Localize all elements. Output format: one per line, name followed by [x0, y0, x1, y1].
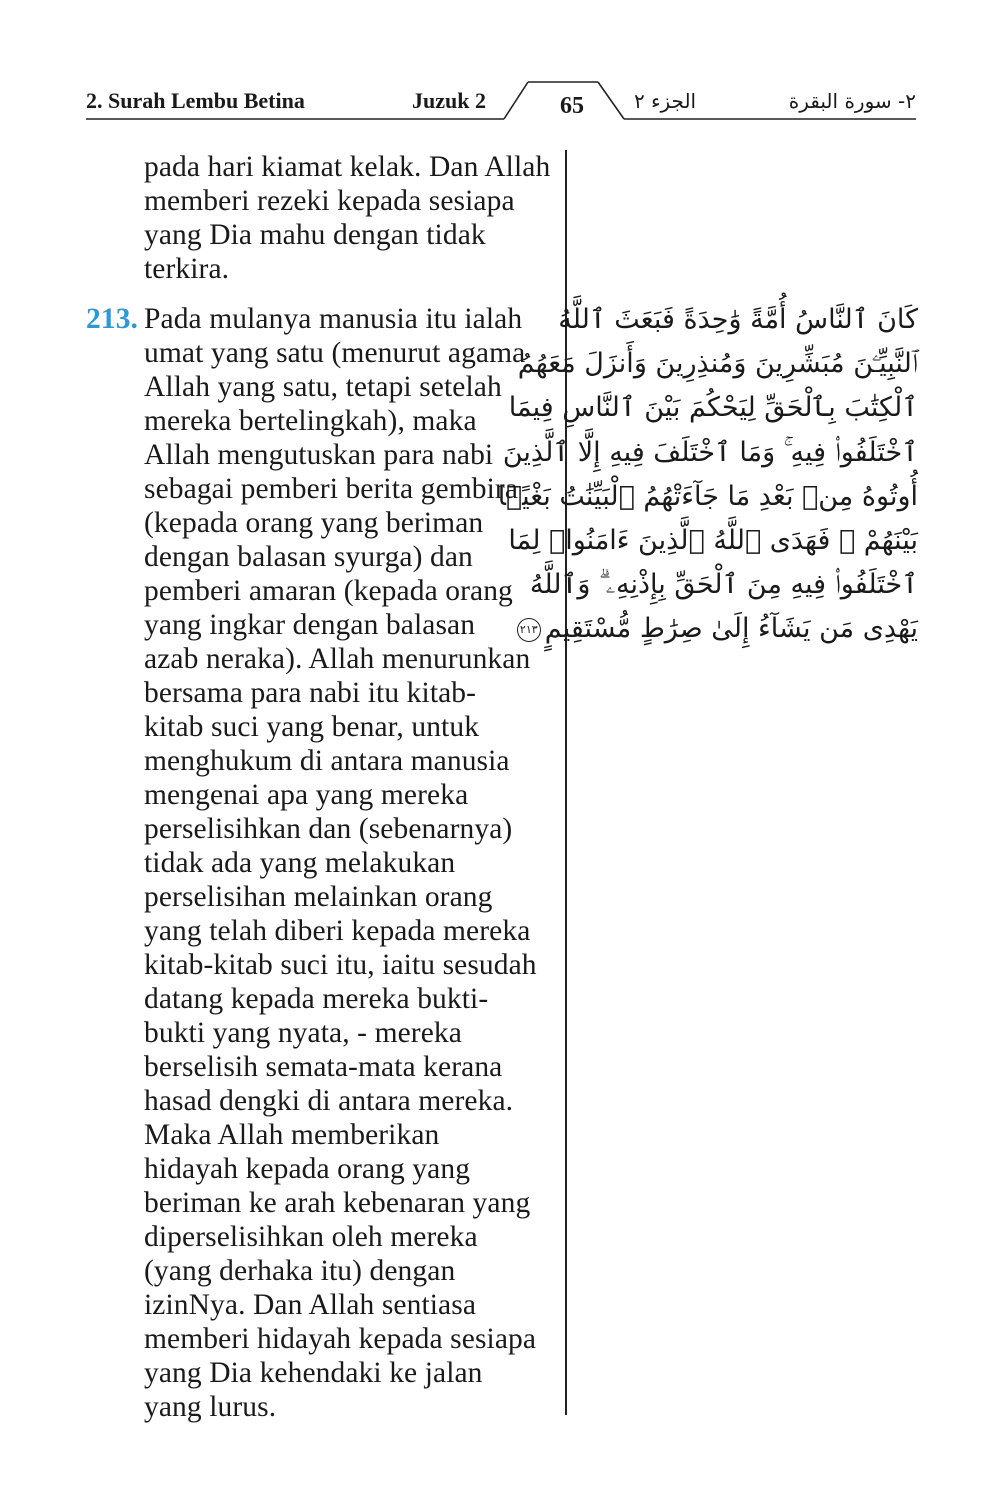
text-line: kitab suci yang benar, untuk — [144, 711, 480, 743]
text-line: yang Dia kehendaki ke jalan — [144, 1357, 483, 1389]
text-line: perselisihkan dan (sebenarnya) — [144, 813, 513, 845]
text-line: azab neraka). Allah menurunkan — [144, 643, 531, 675]
text-line: diperselisihkan oleh mereka — [144, 1221, 478, 1253]
arabic-line: كَانَ ٱلنَّاسُ أُمَّةً وَٰحِدَةً فَبَعَثَ ٱللَّهُ — [558, 304, 918, 335]
text-line: (kepada orang yang beriman — [144, 507, 484, 539]
text-line: hasad dengki di antara mereka. — [144, 1085, 514, 1117]
text-line: yang ingkar dengan balasan — [144, 609, 476, 641]
arabic-line: ٱخْتَلَفُوا۟ فِيهِ مِنَ ٱلْحَقِّ بِإِذْنِهِۦ ۗ وَٱللَّهُ — [529, 569, 918, 601]
translation-column — [86, 150, 562, 1424]
text-line: Allah mengutuskan para nabi — [144, 439, 494, 471]
text-line: (yang derhaka itu) dengan — [144, 1255, 456, 1287]
previous-verse-continuation — [86, 150, 562, 286]
arabic-line: ٱلْكِتَٰبَ بِٱلْحَقِّ لِيَحْكُمَ بَيْنَ ٱلنَّاسِ فِيمَا — [508, 392, 918, 424]
text-line: yang telah diberi kepada mereka — [144, 915, 531, 947]
page-header — [86, 76, 916, 124]
text-line: pada hari kiamat kelak. Dan Allah — [144, 151, 551, 183]
text-line: memberi rezeki kepada sesiapa — [144, 185, 515, 217]
arabic-line: بَيْنَهُمْ ۖ فَهَدَى ٱللَّهُ ٱلَّذِينَ ءَامَنُوا۟ لِمَا — [508, 525, 918, 557]
text-line: bersama para nabi itu kitab- — [144, 677, 477, 709]
text-line: terkira. — [144, 253, 230, 285]
text-line: mereka bertelingkah), maka — [144, 405, 477, 437]
text-line: umat yang satu (menurut agama — [144, 337, 526, 369]
text-line: memberi hidayah kepada sesiapa — [144, 1323, 537, 1355]
ayah-number-marker: ٢١٣ — [517, 618, 541, 642]
text-line: dengan balasan syurga) dan — [144, 541, 473, 573]
arabic-line: أُوتُوهُ مِنۢ بَعْدِ مَا جَآءَتْهُمُ ٱلْبَيِّنَٰتُ بَغْيًۢا — [497, 480, 918, 512]
text-line: beriman ke arah kebenaran yang — [144, 1187, 531, 1219]
text-line: bukti yang nyata, - mereka — [144, 1017, 462, 1049]
text-line: datang kepada mereka bukti- — [144, 983, 489, 1015]
arabic-verse-213 — [497, 298, 918, 652]
text-line: yang lurus. — [144, 1391, 277, 1423]
text-line: perselisihan melainkan orang — [144, 881, 493, 913]
surah-arabic: ٢- سورة البقرة — [788, 89, 916, 113]
text-line: yang Dia mahu dengan tidak — [144, 219, 486, 251]
text-line: mengenai apa yang mereka — [144, 779, 469, 811]
text-line: menghukum di antara manusia — [144, 745, 510, 777]
verse-number: 213. — [86, 303, 139, 335]
arabic-last-line — [519, 607, 918, 651]
text-line: Maka Allah memberikan — [144, 1119, 440, 1151]
text-line: Allah yang satu, tetapi setelah — [144, 371, 502, 403]
text-line: hidayah kepada orang yang — [144, 1153, 471, 1185]
arabic-line: ٱخْتَلَفُوا۟ فِيهِ ۚ وَمَا ٱخْتَلَفَ فِيهِ إِلَّا ٱلَّذِينَ — [502, 436, 918, 468]
text-line: berselisih semata-mata kerana — [144, 1051, 503, 1083]
page-number: 65 — [560, 93, 584, 119]
arabic-line: ٱلنَّبِيِّـۧنَ مُبَشِّرِينَ وَمُنذِرِينَ وَأَنزَلَ مَعَهُمُ — [517, 348, 918, 380]
text-line: Pada mulanya manusia itu ialah — [144, 303, 523, 335]
text-line: kitab-kitab suci itu, iaitu sesudah — [144, 949, 537, 981]
text-line: tidak ada yang melakukan — [144, 847, 456, 879]
arabic-line: يَهْدِى مَن يَشَآءُ إِلَىٰ صِرَٰطٍ مُّسْتَقِيمٍ — [544, 613, 918, 645]
text-line: sebagai pemberi berita gembira — [144, 473, 519, 505]
verse-213 — [86, 302, 562, 1424]
text-line: izinNya. Dan Allah sentiasa — [144, 1289, 477, 1321]
juzuk-label: Juzuk 2 — [412, 88, 486, 113]
text-line: pemberi amaran (kepada orang — [144, 575, 513, 607]
surah-title: 2. Surah Lembu Betina — [86, 88, 305, 113]
juz-arabic: الجزء ٢ — [634, 89, 697, 113]
